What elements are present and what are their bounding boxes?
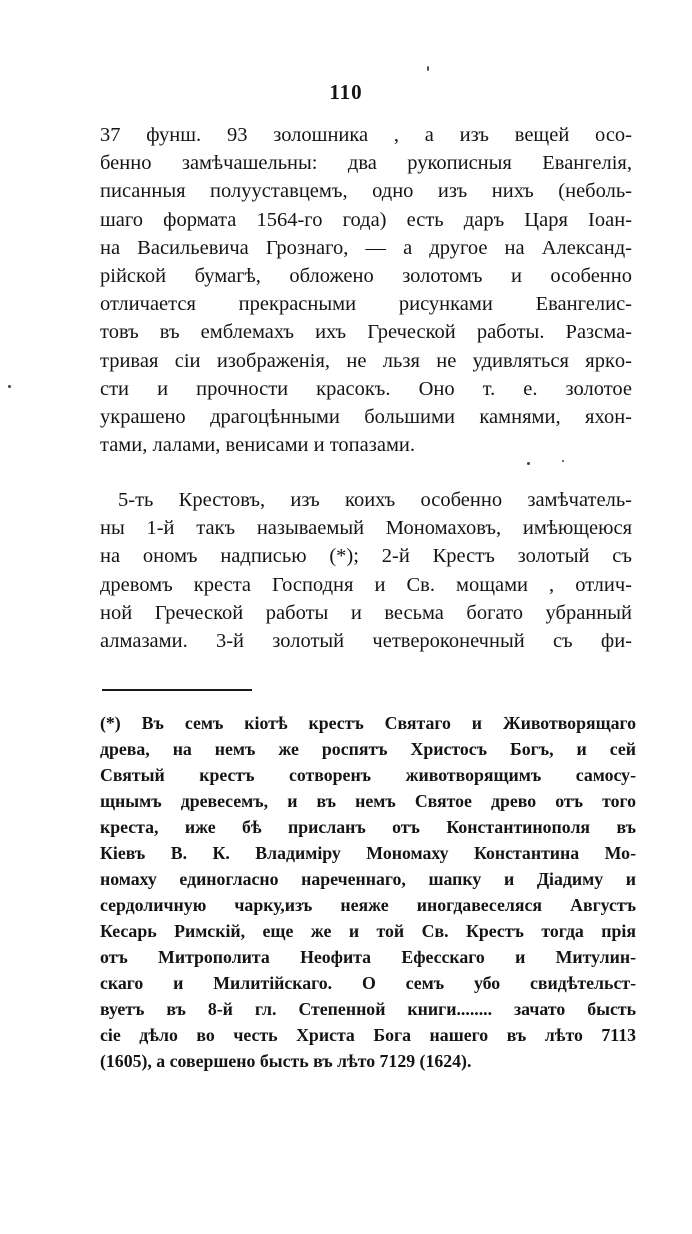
text-line: бенно замѣчашельны: два рукописныя Евангелія, xyxy=(100,152,632,175)
footnote-line: Кіевъ В. К. Владиміру Мономаху Константина Мо- xyxy=(100,843,636,863)
text-line: ны 1-й такъ называемый Мономаховъ, имѣющеюся xyxy=(100,517,632,540)
footnote-line: вуетъ въ 8-й гл. Степенной книги........ зачато бысть xyxy=(100,999,636,1019)
paragraph-treasury-items xyxy=(100,121,632,459)
footnote-line: скаго и Милитійскаго. О семъ убо свидѣтельст- xyxy=(100,973,636,993)
text-line: украшено драгоцѣнными большими камнями, яхон- xyxy=(100,405,632,428)
footnote-line: сердоличную чарку,изъ неяже иногдавеселяся Августъ xyxy=(100,895,636,915)
footnote-line: Кесарь Римскій, еще же и той Св. Крестъ тогда прія xyxy=(100,921,636,941)
footnote xyxy=(100,710,636,1074)
text-line: тами, лалами, венисами и топазами. xyxy=(100,434,416,457)
text-line: шаго формата 1564-го года) есть даръ Царя Іоан- xyxy=(100,208,632,231)
text-line: тривая сіи изображенія, не льзя не удивляться яркo- xyxy=(100,349,632,372)
text-line: рійской бумагѣ, обложено золотомъ и особенно xyxy=(100,264,632,287)
footnote-line: отъ Митрополита Неофита Ефесскаго и Митулин- xyxy=(100,947,636,967)
page-number: 110 xyxy=(329,80,363,104)
scan-speck xyxy=(427,66,429,71)
text-line: писанныя полууставцемъ, одно изъ нихъ (неболь- xyxy=(100,180,632,203)
text-line: 5-ть Крестовъ, изъ коихъ особенно замѣчатель- xyxy=(118,489,632,511)
footnote-line: сіе дѣло во честь Христа Бога нашего въ лѣто 7113 xyxy=(100,1025,636,1045)
footnote-line: щнымъ древесемъ, и въ немъ Святое древо отъ того xyxy=(100,791,636,811)
footnote-line: древа, на немъ же роспятъ Христосъ Богъ, и сей xyxy=(100,739,636,759)
text-line: древомъ креста Господня и Св. мощами , отлич- xyxy=(100,573,632,596)
scan-speck xyxy=(527,462,530,465)
text-line: на Васильевича Грознаго, — а другое на Александ- xyxy=(100,236,632,259)
text-line: алмазами. 3-й золотый четвероконечный съ фи- xyxy=(100,629,632,652)
text-line: на ономъ надписью (*); 2-й Крестъ золотый съ xyxy=(100,545,632,568)
footnote-line: (1605), а совершено бысть въ лѣто 7129 (1624). xyxy=(100,1051,472,1071)
footnote-line: номаху единогласно нареченнаго, шапку и Діадиму и xyxy=(100,869,636,889)
scan-speck xyxy=(8,385,11,388)
scan-speck xyxy=(562,460,564,462)
footnote-line: Святый крестъ сотворенъ животворящимъ самосу- xyxy=(100,765,636,785)
footnote-separator-rule xyxy=(102,689,252,691)
text-line: товъ въ емблемахъ ихъ Греческой работы. Разсма- xyxy=(100,321,632,344)
paragraph-crosses xyxy=(100,486,632,655)
footnote-line: креста, иже бѣ присланъ отъ Константинополя въ xyxy=(100,817,636,837)
footnote-line: (*) Въ семъ кіотѣ крестъ Святаго и Животворящаго xyxy=(100,713,636,733)
text-line: 37 фунш. 93 золошника , а изъ вещей осо- xyxy=(100,124,632,146)
text-line: сти и прочности красокъ. Оно т. е. золотое xyxy=(100,377,632,400)
text-line: ной Греческой работы и весьма богато убранный xyxy=(100,601,632,624)
text-line: отличается прекрасными рисунками Евангелис- xyxy=(100,293,632,316)
